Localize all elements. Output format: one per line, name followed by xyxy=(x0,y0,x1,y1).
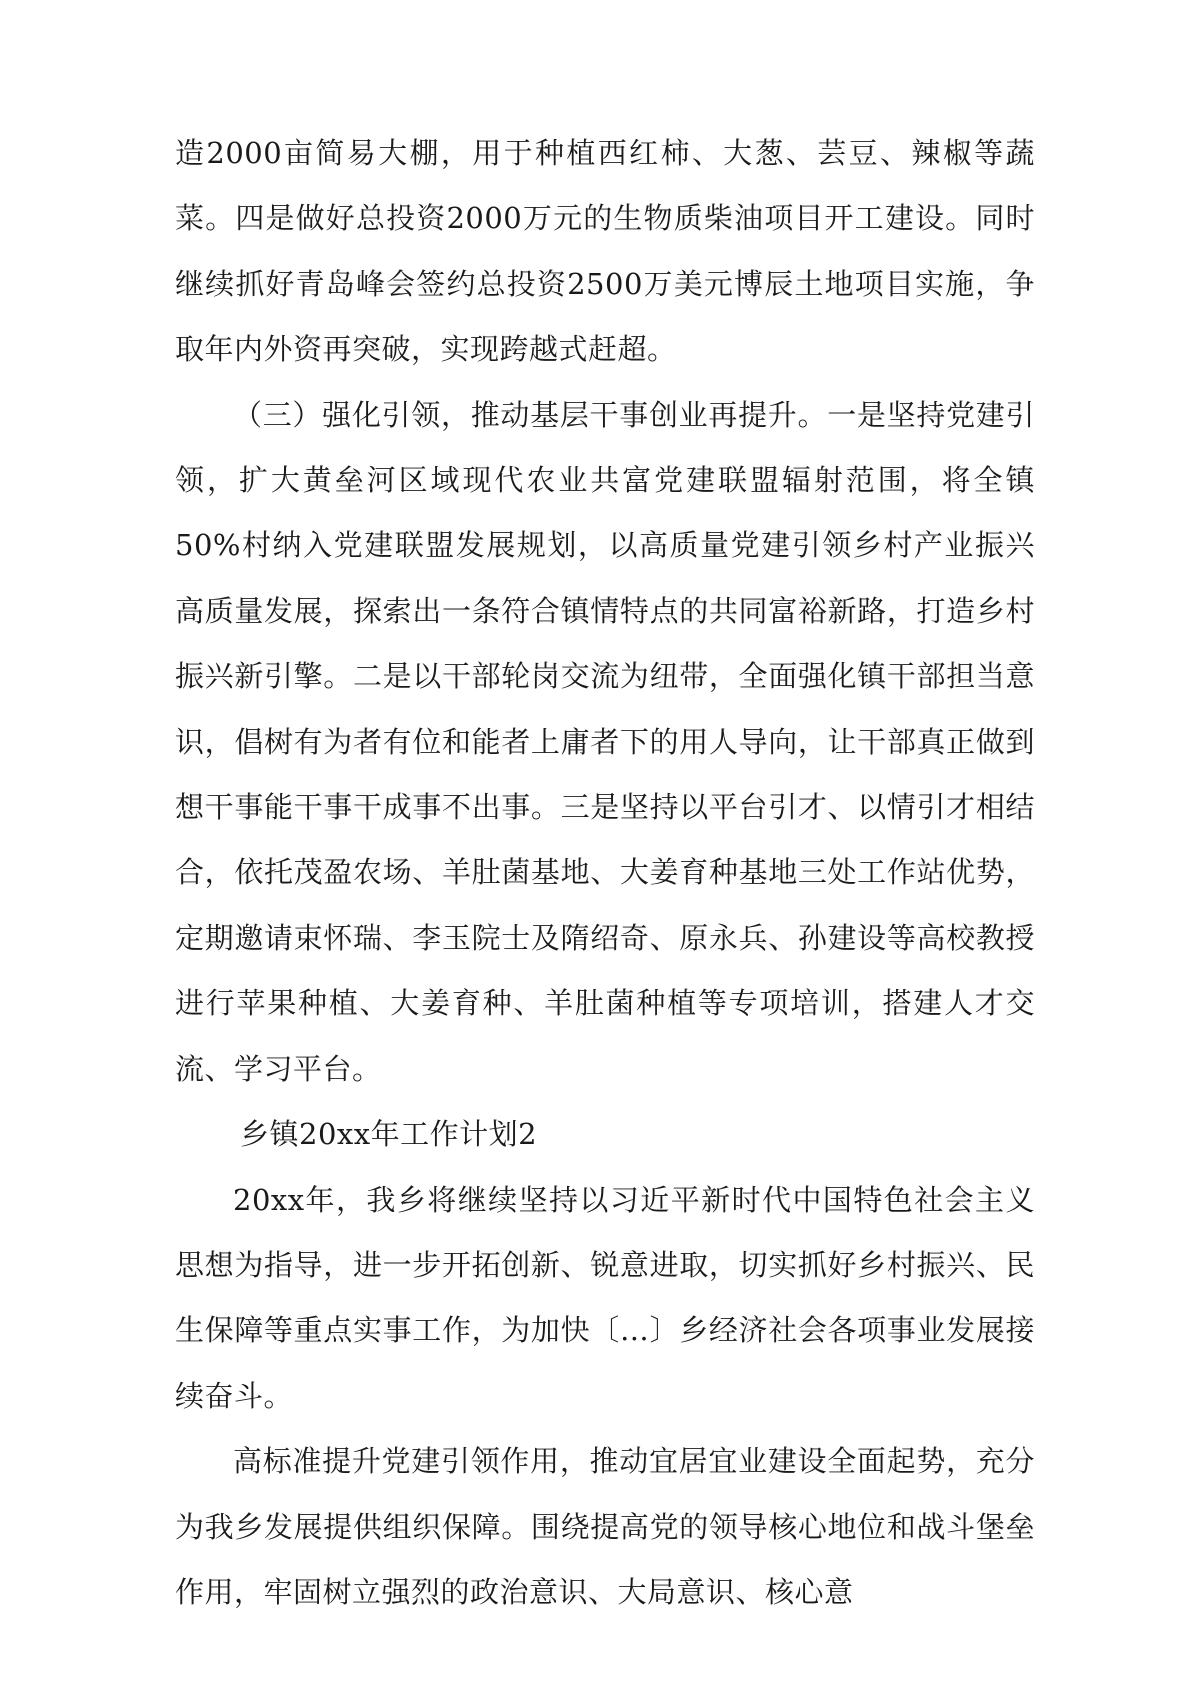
paragraph-plan2-party: 高标准提升党建引领作用，推动宜居宜业建设全面起势，充分为我乡发展提供组织保障。围绕提高党的领导核心地位和战斗堡垒作用，牢固树立强烈的政治意识、大局意识、核心意 xyxy=(175,1444,1035,1609)
paragraph-intro-continuation: 造2000亩简易大棚，用于种植西红柿、大葱、芸豆、辣椒等蔬菜。四是做好总投资2000万元的生物质柴油项目开工建设。同时继续抓好青岛峰会签约总投资2500万美元博辰土地项目实施，争取年内外资再突破，实现跨越式赶超。 xyxy=(175,136,1035,367)
document-body xyxy=(175,121,1035,1625)
section-heading: 乡镇20xx年工作计划2 xyxy=(240,1117,538,1152)
paragraph-plan2-intro: 20xx年，我乡将继续坚持以习近平新时代中国特色社会主义思想为指导，进一步开拓创新、锐意进取，切实抓好乡村振兴、民生保障等重点实事工作，为加快〔…〕乡经济社会各项事业发展接续奋斗。 xyxy=(175,1182,1035,1413)
paragraph-section-three: （三）强化引领，推动基层干事创业再提升。一是坚持党建引领，扩大黄垒河区域现代农业共富党建联盟辐射范围，将全镇50%村纳入党建联盟发展规划，以高质量党建引领乡村产业振兴高质量发展，探索出一条符合镇情特点的共同富裕新路，打造乡村振兴新引擎。二是以干部轮岗交流为纽带，全面强化镇干部担当意识，倡树有为者有位和能者上庸者下的用人导向，让干部真正做到想干事能干事干成事不出事。三是坚持以平台引才、以情引才相结合，依托茂盈农场、羊肚菌基地、大姜育种基地三处工作站优势，定期邀请束怀瑞、李玉院士及隋绍奇、原永兵、孙建设等高校教授进行苹果种植、大姜育种、羊肚菌种植等专项培训，搭建人才交流、学习平台。 xyxy=(175,397,1035,1086)
